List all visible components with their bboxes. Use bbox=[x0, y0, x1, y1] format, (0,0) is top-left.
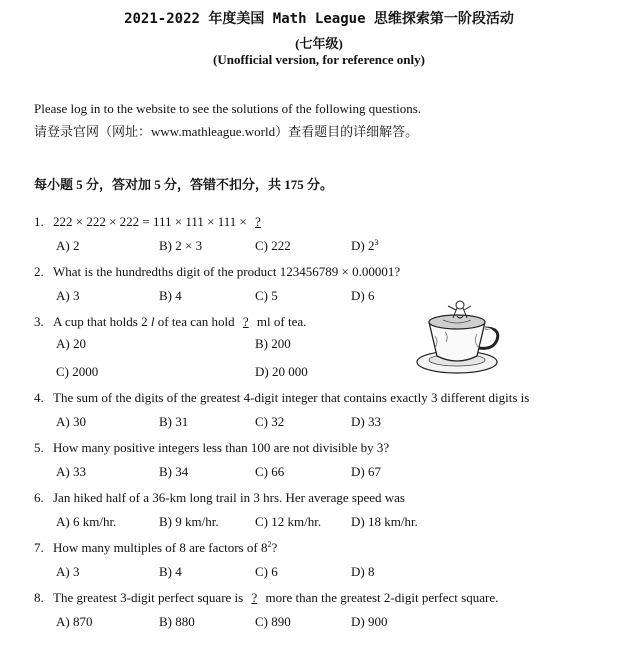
question-number: 7. bbox=[34, 540, 44, 555]
option-c: C) 222 bbox=[255, 238, 291, 253]
option-a: A) 3 bbox=[56, 288, 80, 303]
option-a: A) 33 bbox=[56, 464, 86, 479]
question-number: 5. bbox=[34, 440, 44, 455]
answer-blank: ? bbox=[242, 314, 249, 329]
option-d: D) $2^3$ bbox=[351, 238, 379, 253]
option-b: B) 34 bbox=[159, 464, 189, 479]
question-text: 222 × 222 × 222 = 111 × 111 × 111 × bbox=[53, 214, 247, 229]
question-text: What is the hundredths digit of the product 123456789 × 0.00001? bbox=[53, 264, 401, 279]
option-a: A) 2 bbox=[56, 238, 80, 253]
option-d: D) 900 bbox=[351, 614, 388, 629]
question-number: 1. bbox=[34, 214, 44, 229]
question-number: 4. bbox=[34, 390, 44, 405]
exponent: 2 bbox=[267, 540, 272, 549]
option-c: C) 12 km/hr. bbox=[255, 514, 322, 529]
option-a: A) 30 bbox=[56, 414, 86, 429]
option-a: A) 6 km/hr. bbox=[56, 514, 117, 529]
question-1 bbox=[34, 214, 266, 230]
question-4 bbox=[34, 390, 529, 406]
question-number: 3. bbox=[34, 314, 44, 329]
question-3 bbox=[34, 314, 306, 330]
question-number: 6. bbox=[34, 490, 44, 505]
option-a: A) 3 bbox=[56, 564, 80, 579]
question-text: How many multiples of 8 are factors of 8 bbox=[53, 540, 268, 555]
intro-english: Please log in to the website to see the solutions of the following questions. bbox=[34, 101, 422, 116]
option-b: B) 4 bbox=[159, 564, 182, 579]
option-c: C) 66 bbox=[255, 464, 285, 479]
option-d: D) 6 bbox=[351, 288, 375, 303]
question-text: more than the greatest 2-digit perfect square. bbox=[265, 590, 499, 605]
question-number: 8. bbox=[34, 590, 44, 605]
option-b: B) 9 km/hr. bbox=[159, 514, 219, 529]
teacup-illustration bbox=[413, 296, 505, 378]
option-d: D) 8 bbox=[351, 564, 375, 579]
answer-blank: ? bbox=[255, 214, 261, 229]
page-title: 2021-2022 年度美国 Math League 思维探索第一阶段活动 bbox=[124, 11, 514, 27]
scoring-rules: 每小题 5 分，答对加 5 分，答错不扣分，共 175 分。 bbox=[34, 177, 334, 192]
question-text: The sum of the digits of the greatest 4-digit integer that contains exactly 3 different digits is bbox=[53, 390, 530, 405]
question-text: ? bbox=[271, 540, 278, 555]
question-text: A cup that holds 2 bbox=[53, 314, 148, 329]
question-6 bbox=[34, 490, 405, 506]
intro-chinese: 请登录官网（网址：www.mathleague.world）查看题目的详细解答。 bbox=[34, 124, 419, 139]
option-b: B) 200 bbox=[255, 336, 291, 351]
option-c: C) 5 bbox=[255, 288, 278, 303]
question-number: 2. bbox=[34, 264, 44, 279]
question-text: How many positive integers less than 100 are not divisible by 3? bbox=[53, 440, 390, 455]
option-d: D) 20 000 bbox=[255, 364, 308, 379]
option-b: B) 880 bbox=[159, 614, 195, 629]
question-text: The greatest 3-digit perfect square is bbox=[53, 590, 244, 605]
question-7 bbox=[34, 540, 277, 556]
option-b: B) 4 bbox=[159, 288, 182, 303]
option-b: B) 2 × 3 bbox=[159, 238, 203, 253]
question-text: ml of tea. bbox=[256, 314, 307, 329]
option-d: D) 18 km/hr. bbox=[351, 514, 418, 529]
version-note: (Unofficial version, for reference only) bbox=[213, 52, 425, 67]
grade-label: (七年级) bbox=[295, 36, 343, 51]
option-c: C) 32 bbox=[255, 414, 285, 429]
option-d: D) 33 bbox=[351, 414, 381, 429]
option-d: D) 67 bbox=[351, 464, 381, 479]
option-c: C) 6 bbox=[255, 564, 278, 579]
option-c: C) 890 bbox=[255, 614, 291, 629]
question-text: Jan hiked half of a 36-km long trail in 3 hrs. Her average speed was bbox=[53, 490, 405, 505]
question-text: of tea can hold bbox=[157, 314, 235, 329]
unit-liter: l bbox=[150, 314, 155, 329]
exponent: 3 bbox=[374, 238, 379, 247]
question-5 bbox=[34, 440, 389, 456]
option-c: C) 2000 bbox=[56, 364, 99, 379]
option-a: A) 20 bbox=[56, 336, 86, 351]
option-a: A) 870 bbox=[56, 614, 93, 629]
question-8 bbox=[34, 590, 498, 606]
question-2 bbox=[34, 264, 400, 280]
option-b: B) 31 bbox=[159, 414, 189, 429]
answer-blank: ? bbox=[251, 590, 258, 605]
